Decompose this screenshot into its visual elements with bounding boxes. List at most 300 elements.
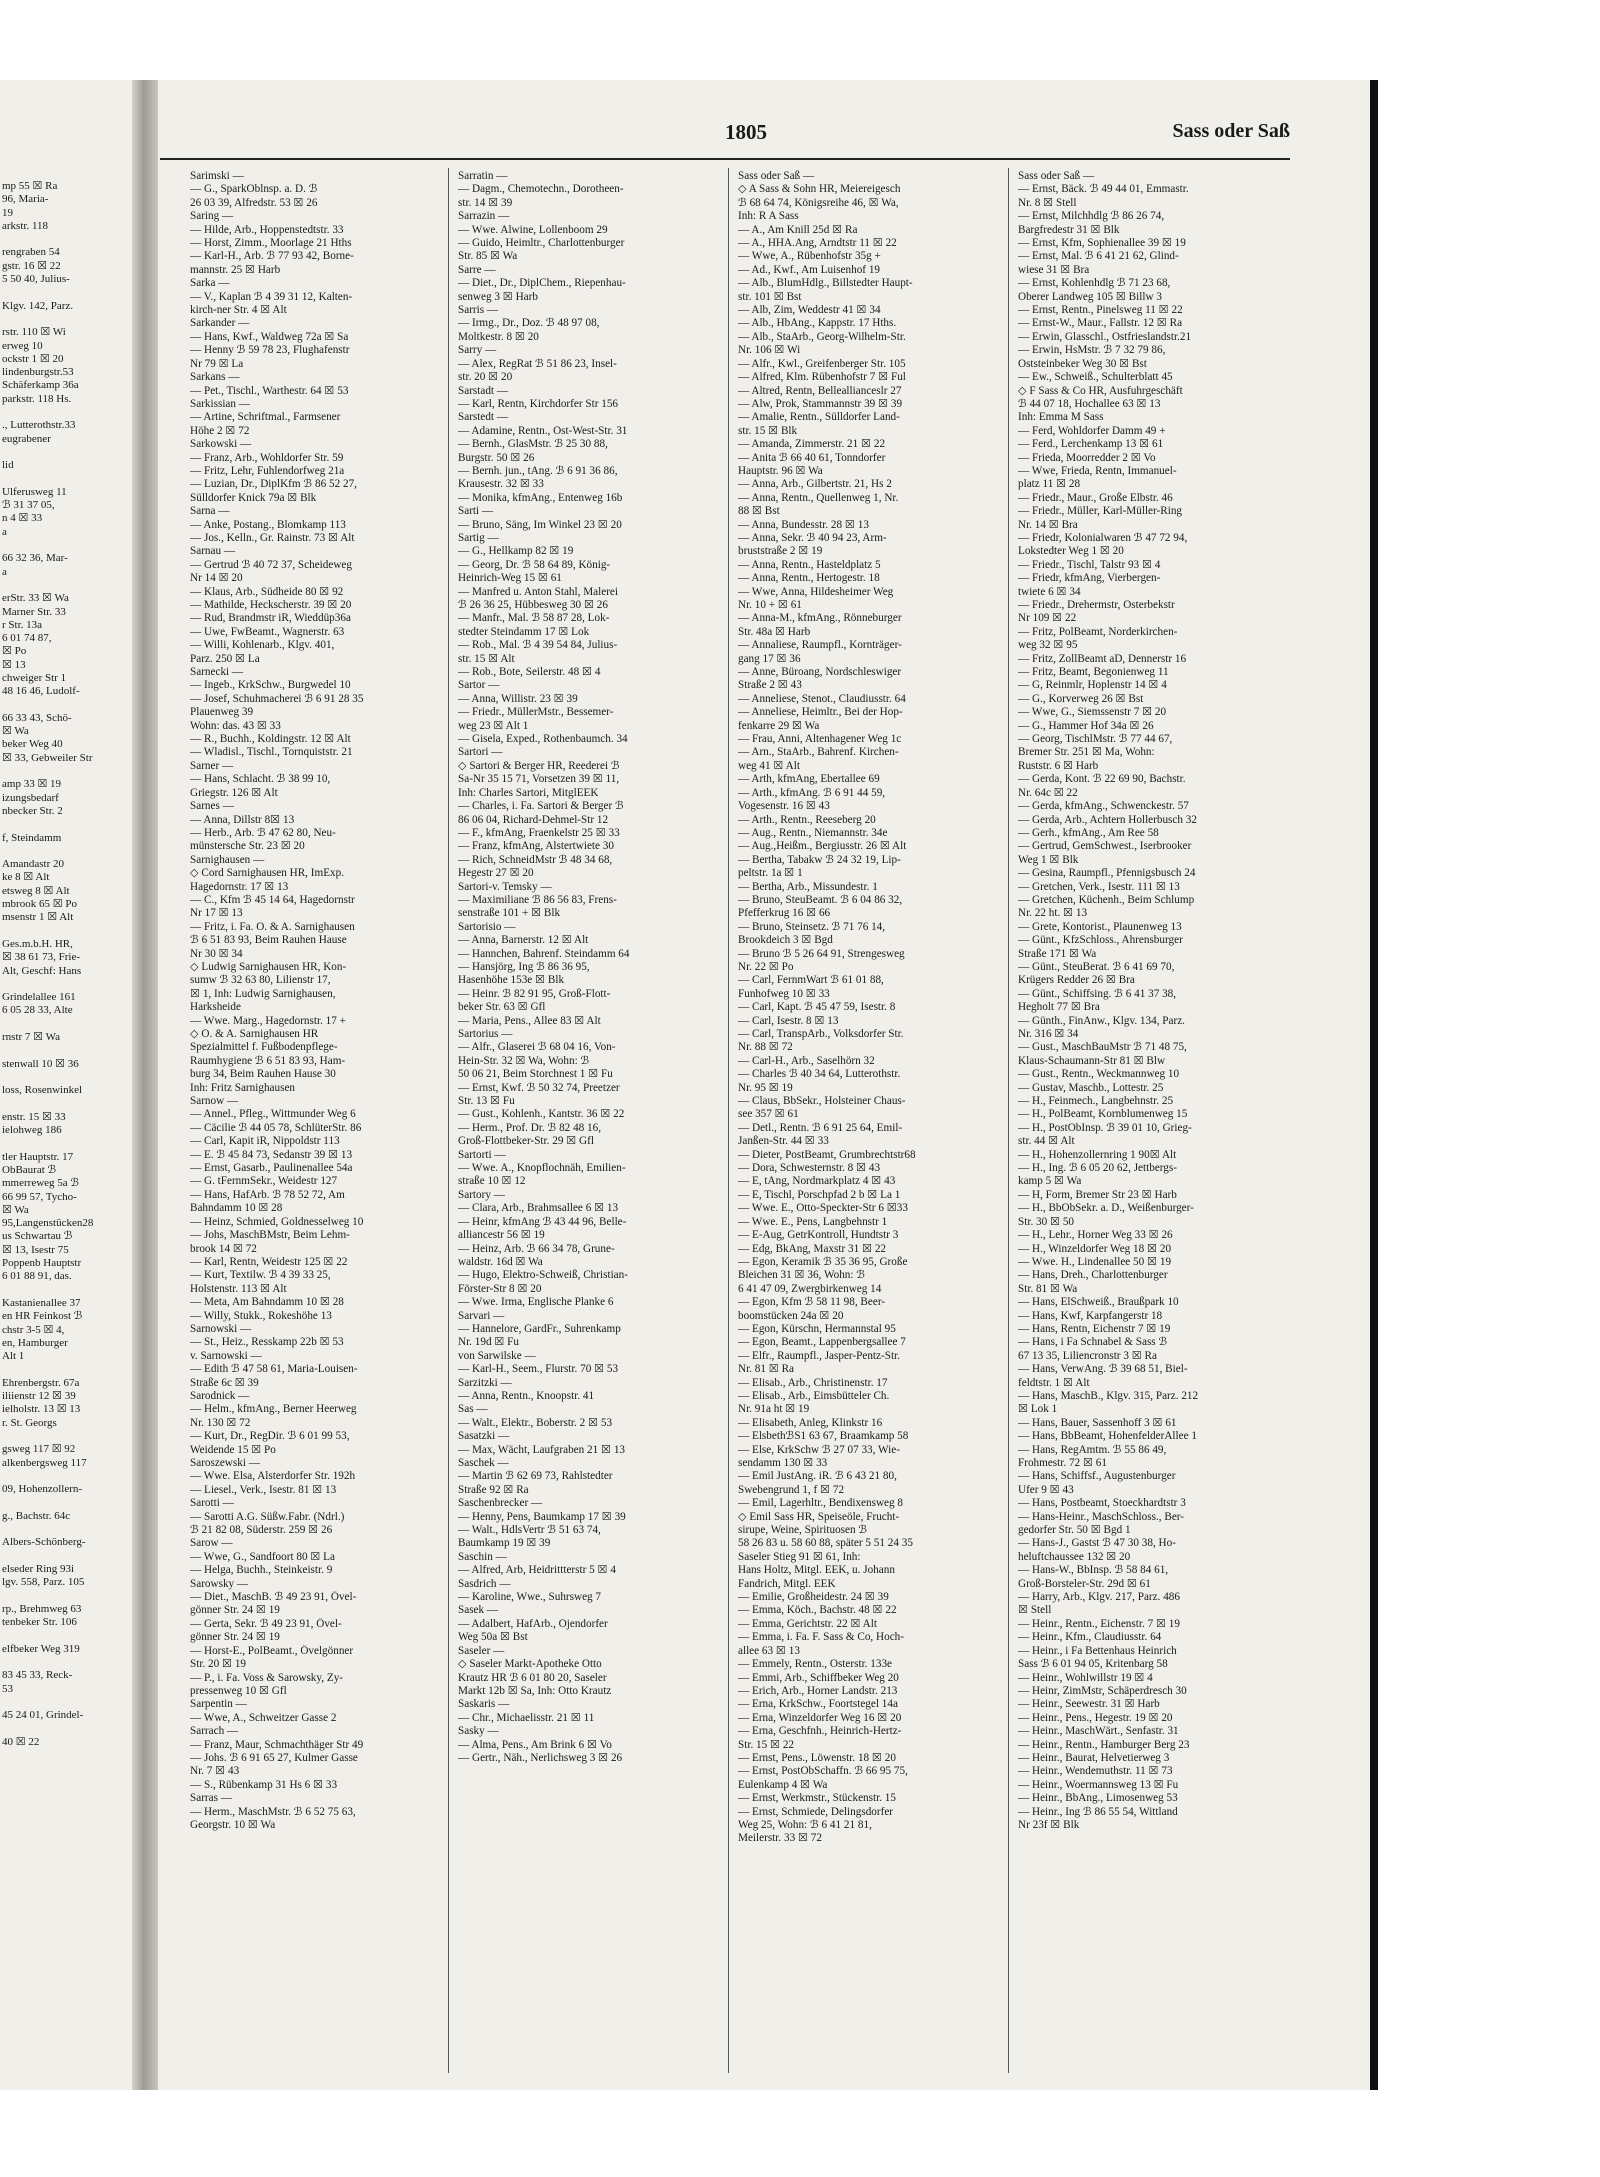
directory-entry-line: Harksheide <box>190 1001 241 1014</box>
directory-entry-line: — Anita ℬ 66 40 61, Tonndorfer <box>738 451 886 464</box>
directory-entry-line: Saschek — <box>458 1457 509 1469</box>
directory-entry-line: — Egon, Kfm ℬ 58 11 98, Beer- <box>738 1296 886 1309</box>
directory-entry-line: — Hans, RegAmtm. ℬ 55 86 49, <box>1018 1443 1167 1456</box>
directory-entry-line: weg 32 ☒ 95 <box>1018 639 1078 652</box>
directory-entry-line: heluftchaussee 132 ☒ 20 <box>1018 1550 1131 1563</box>
directory-entry-line: — Erna, KrkSchw., Foortstegel 14a <box>738 1698 898 1711</box>
directory-entry-line: v. Sarnowski — <box>190 1349 262 1362</box>
directory-entry-line: — Edg, BkAng, Maxstr 31 ☒ 22 <box>738 1242 887 1255</box>
directory-entry-line: Saskaris — <box>458 1698 510 1711</box>
directory-entry-line: — Heinr., Woermannsweg 13 ☒ Fu <box>1018 1778 1179 1791</box>
directory-entry-line: Sarowsky — <box>190 1577 249 1590</box>
directory-entry-line: Str. 30 ☒ 50 <box>1018 1215 1075 1228</box>
directory-entry-line: Nr. 91a ht ☒ 19 <box>738 1403 810 1416</box>
directory-entry-line: — Anna, Rentn., Hertogestr. 18 <box>738 572 880 585</box>
directory-entry-line: — Klaus, Arb., Südheide 80 ☒ 92 <box>190 585 344 598</box>
directory-entry-line: — Luzian, Dr., DiplKfm ℬ 86 52 27, <box>190 478 357 491</box>
left-page-line: Ulferusweg 11 <box>2 485 67 498</box>
directory-entry-line: — Gust., Kohlenh., Kantstr. 36 ☒ 22 <box>458 1108 625 1121</box>
directory-entry-line: — Erna, Geschfnh., Heinrich-Hertz- <box>738 1725 902 1738</box>
directory-entry-line: — Wwe. Elsa, Alsterdorfer Str. 192h <box>190 1470 356 1483</box>
directory-entry-line: — Hans-J., Gastst ℬ 47 30 38, Ho- <box>1018 1537 1176 1550</box>
directory-entry-line: — Hans-W., BbInsp. ℬ 58 84 61, <box>1018 1564 1169 1577</box>
directory-entry-line: str. 15 ☒ Alt <box>458 652 515 665</box>
directory-entry-line: — Pet., Tischl., Warthestr. 64 ☒ 53 <box>190 384 349 397</box>
directory-entry-line: Sasek — <box>458 1604 499 1617</box>
directory-entry-line: — Hannelore, GardFr., Suhrenkamp <box>458 1322 621 1335</box>
directory-entry-line: 6 41 47 09, Zwergbirkenweg 14 <box>738 1282 882 1295</box>
left-page-line: rengraben 54 <box>2 246 60 259</box>
directory-entry-line: — Maximiliane ℬ 86 56 83, Frens- <box>458 893 617 906</box>
directory-entry-line: — Anna-M., kfmAng., Rönneburger <box>738 612 902 625</box>
left-page-line: eugrabener <box>2 432 51 445</box>
directory-entry-line: — Elisab., Arb., Eimsbütteler Ch. <box>738 1389 890 1402</box>
scan-edge <box>1370 80 1378 2090</box>
directory-entry-line: — Hans, Bauer, Sassenhoff 3 ☒ 61 <box>1018 1416 1177 1429</box>
directory-entry-line: Sarnecki — <box>190 666 244 679</box>
directory-entry-line: Baumkamp 19 ☒ 39 <box>458 1537 551 1550</box>
directory-entry-line: — Franz, Arb., Wohldorfer Str. 59 <box>190 451 344 464</box>
directory-entry-line: ☒ Lok 1 <box>1018 1403 1058 1416</box>
directory-entry-line: — Ernst, Kwf. ℬ 50 32 74, Preetzer <box>458 1081 620 1094</box>
left-page-line: f, Steindamm <box>2 831 62 844</box>
directory-entry-line: — Liesel., Verk., Isestr. 81 ☒ 13 <box>190 1483 337 1496</box>
directory-entry-line: — Bertha, Arb., Missundestr. 1 <box>738 880 878 893</box>
left-page-line: 5 50 40, Julius- <box>2 273 70 286</box>
left-page-line: izungsbedarf <box>2 791 59 804</box>
directory-entry-line: Nr. 14 ☒ Bra <box>1018 518 1078 531</box>
page-number: 1805 <box>725 120 767 144</box>
left-page-line: Schäferkamp 36a <box>2 379 79 392</box>
directory-entry-line: — Wwe, G., Sandfoort 80 ☒ La <box>190 1550 335 1563</box>
directory-entry-line: — Rich, SchneidMstr ℬ 48 34 68, <box>458 853 613 866</box>
directory-entry-line: — Hans, HafArb. ℬ 78 52 72, Am <box>190 1188 345 1201</box>
directory-entry-line: — Amalie, Rentn., Sülldorfer Land- <box>738 411 900 424</box>
directory-entry-line: Bleichen 31 ☒ 36, Wohn: ℬ <box>738 1269 866 1282</box>
directory-entry-line: — Hans, MaschB., Klgv. 315, Parz. 212 <box>1018 1389 1199 1402</box>
directory-entry-line: — V., Kaplan ℬ 4 39 31 12, Kalten- <box>190 290 353 303</box>
directory-entry-line: — G. tFernmSekr., Weidestr 127 <box>190 1175 338 1188</box>
directory-entry-line: — H., PostObInsp. ℬ 39 01 10, Grieg- <box>1018 1121 1192 1134</box>
left-page-line: 96, Maria- <box>2 193 49 206</box>
directory-entry-line: — H., Ing. ℬ 6 05 20 62, Jettbergs- <box>1018 1162 1177 1175</box>
left-page-line: nbecker Str. 2 <box>2 804 63 817</box>
directory-entry-line: Weg 1 ☒ Blk <box>1018 853 1079 866</box>
left-page-line <box>2 539 93 552</box>
directory-entry-line: Sarvari — <box>458 1309 505 1322</box>
directory-entry-line: — Anna, Barnerstr. 12 ☒ Alt <box>458 934 589 947</box>
directory-entry-line: Nr. 130 ☒ 72 <box>190 1416 251 1429</box>
directory-entry-line: str. 20 ☒ 20 <box>458 371 513 384</box>
directory-entry-line: Sülldorfer Knick 79a ☒ Blk <box>190 491 317 504</box>
directory-entry-line: ℬ 44 07 18, Hochallee 63 ☒ 13 <box>1018 397 1161 410</box>
directory-entry-line: Oberer Landweg 105 ☒ Billw 3 <box>1018 290 1162 303</box>
directory-entry-line: — Kurt, Dr., RegDir. ℬ 6 01 99 53, <box>190 1430 350 1443</box>
directory-entry-line: — Friedr., Tischl, Talstr 93 ☒ 4 <box>1018 558 1161 571</box>
directory-entry-line: — Wwe. E., Pens, Langbehnstr 1 <box>738 1215 888 1228</box>
directory-entry-line: Sarnighausen — <box>190 853 265 866</box>
directory-entry-line: — Emmi, Arb., Schiffbeker Weg 20 <box>738 1671 899 1684</box>
directory-entry-line: Sartori — <box>458 746 503 759</box>
directory-entry-line: gang 17 ☒ 36 <box>738 652 801 665</box>
left-page-line: r. St. Georgs <box>2 1416 57 1429</box>
left-page-line <box>2 1523 93 1536</box>
directory-entry-line: — Wladisl., Tischl., Tornquiststr. 21 <box>190 746 353 759</box>
directory-entry-line: Krautz HR ℬ 6 01 80 20, Saseler <box>458 1671 607 1684</box>
left-page-line: lindenburgstr.53 <box>2 366 74 379</box>
directory-entry-line: Sasatzki — <box>458 1430 510 1443</box>
directory-entry-line: Hegestr 27 ☒ 20 <box>458 867 534 880</box>
directory-entry-line: see 357 ☒ 61 <box>738 1108 799 1121</box>
directory-entry-line: Hasenhöhe 153e ☒ Blk <box>458 974 565 987</box>
directory-entry-line: — Ernst, Pens., Löwenstr. 18 ☒ 20 <box>738 1751 896 1764</box>
directory-entry-line: Saseler Stieg 91 ☒ 61, Inh: <box>738 1550 861 1563</box>
directory-entry-line: — Bertha, Tabakw ℬ 24 32 19, Lip- <box>738 853 901 866</box>
directory-entry-line: — S., Rübenkamp 31 Hs 6 ☒ 33 <box>190 1778 338 1791</box>
directory-entry-line: — Hans, i Fa Schnabel & Sass ℬ <box>1018 1336 1168 1349</box>
directory-entry-line: — Else, KrkSchw ℬ 27 07 33, Wie- <box>738 1443 900 1456</box>
directory-entry-line: Meilerstr. 33 ☒ 72 <box>738 1832 822 1845</box>
directory-entry-line: — Arth, kfmAng, Ebertallee 69 <box>738 773 880 786</box>
directory-entry-line: senstraße 101 + ☒ Blk <box>458 907 561 920</box>
directory-entry-line: — Hugo, Elektro-Schweiß, Christian- <box>458 1269 628 1282</box>
directory-entry-line: Sarstadt — <box>458 384 509 397</box>
left-page-line <box>2 1496 93 1509</box>
directory-entry-line: Nr. 81 ☒ Ra <box>738 1363 795 1376</box>
directory-entry-line: — Mathilde, Heckscherstr. 39 ☒ 20 <box>190 599 352 611</box>
directory-entry-line: — Gerda, Kont. ℬ 22 69 90, Bachstr. <box>1018 773 1186 786</box>
directory-entry-line: — Wwe. Marg., Hagedornstr. 17 + <box>190 1014 346 1027</box>
left-page-line: 66 33 43, Schö- <box>2 711 72 724</box>
directory-entry-line: allee 63 ☒ 13 <box>738 1644 800 1657</box>
directory-entry-line: — Alb., HbAng., Kappstr. 17 Hths. <box>738 317 897 330</box>
directory-entry-line: Sarti — <box>458 505 494 518</box>
directory-entry-line: Bargfredestr 31 ☒ Blk <box>1018 223 1120 236</box>
directory-entry-line: Sarodnick — <box>190 1389 250 1402</box>
directory-entry-line: — Erna, Winzeldorfer Weg 16 ☒ 20 <box>738 1711 902 1724</box>
directory-entry-line: — Wwe. Irma, Englische Planke 6 <box>458 1296 614 1309</box>
left-page-line: msenstr 1 ☒ Alt <box>2 911 74 924</box>
directory-entry-line: — Willi, Kohlenarb., Klgv. 401, <box>190 639 335 652</box>
directory-entry-line: — G., Korverweg 26 ☒ Bst <box>1018 692 1144 705</box>
directory-entry-line: — Heinr., MaschWärt., Senfastr. 31 <box>1018 1725 1179 1738</box>
directory-entry-line: twiete 6 ☒ 34 <box>1018 585 1081 598</box>
directory-entry-line: Brookdeich 3 ☒ Bgd <box>738 934 833 947</box>
left-page-line: 40 ☒ 22 <box>2 1735 40 1748</box>
directory-entry-line: — Carl, Isestr. 8 ☒ 13 <box>738 1014 839 1027</box>
directory-entry-line: — E, Tischl, Porschpfad 2 b ☒ La 1 <box>738 1188 901 1201</box>
directory-entry-line: — Carl, FernmWart ℬ 61 01 88, <box>738 974 884 987</box>
left-page-line <box>2 1656 93 1669</box>
directory-entry-line: Nr 23f ☒ Blk <box>1018 1818 1080 1831</box>
left-page-line: Amandastr 20 <box>2 858 65 871</box>
left-page-line <box>2 406 93 419</box>
directory-entry-line: — Herm., Prof. Dr. ℬ 82 48 16, <box>458 1121 602 1134</box>
directory-entry-line: — Heinr., Rentn., Hamburger Berg 23 <box>1018 1738 1190 1751</box>
directory-entry-line: Förster-Str 8 ☒ 20 <box>458 1282 542 1295</box>
directory-entry-line: — Emil JustAng. iR. ℬ 6 43 21 80, <box>738 1470 897 1483</box>
directory-entry-line: — Willy, Stukk., Rokeshöhe 13 <box>190 1309 332 1322</box>
directory-entry-line: — Diet., MaschB. ℬ 49 23 91, Övel- <box>190 1591 357 1604</box>
directory-entry-line: — Hansjörg, Ing ℬ 86 36 95, <box>458 960 590 973</box>
directory-entry-line: — Alb., StaArb., Georg-Wilhelm-Str. <box>738 330 906 343</box>
directory-entry-line: — Herb., Arb. ℬ 47 62 80, Neu- <box>190 826 336 839</box>
left-page-line: en, Hamburger <box>2 1336 68 1349</box>
directory-entry-line: — Anna, Rentn., Knoopstr. 41 <box>458 1389 595 1402</box>
directory-entry-line: Wohn: das. 43 ☒ 33 <box>190 719 281 732</box>
directory-entry-line: — Erich, Arb., Horner Landstr. 213 <box>738 1684 898 1697</box>
directory-entry-line: — Dieter, PostBeamt, Grumbrechtstr68 <box>738 1148 916 1161</box>
directory-entry-line: Nr. 19d ☒ Fu <box>458 1336 520 1349</box>
directory-entry-line: — Dora, Schwesternstr. 8 ☒ 43 <box>738 1162 881 1175</box>
directory-entry-line: — Claus, BbSekr., Holsteiner Chaus- <box>738 1095 906 1108</box>
directory-entry-line: Sarka — <box>190 277 230 290</box>
directory-entry-line: Nr. 22 ☒ Po <box>738 960 794 973</box>
directory-entry-line: — Hans, BbBeamt, HohenfelderAllee 1 <box>1018 1430 1197 1443</box>
directory-entry-line: — A., HHA.Ang, Arndtstr 11 ☒ 22 <box>738 237 897 250</box>
left-page-line <box>2 818 93 831</box>
directory-entry-line: ℬ 6 51 83 93, Beim Rauhen Hause <box>190 934 347 947</box>
directory-entry-line: — Heinr., Wohlwillstr 19 ☒ 4 <box>1018 1671 1153 1684</box>
left-page-line <box>2 1430 93 1443</box>
left-page-line <box>2 925 93 938</box>
directory-entry-line: — Ernst, Schmiede, Delingsdorfer <box>738 1805 894 1818</box>
directory-entry-line: — Carl-H., Arb., Saselhörn 32 <box>738 1054 875 1067</box>
left-page-line: rstr. 110 ☒ Wi <box>2 326 66 339</box>
directory-entry-line: Sartory — <box>458 1188 505 1201</box>
directory-entry-line: — Emma, Köch., Bachstr. 48 ☒ 22 <box>738 1604 897 1617</box>
directory-entry-line: — Emilie, Großheidestr. 24 ☒ 39 <box>738 1591 889 1604</box>
directory-entry-line: ◇ F Sass & Co HR, Ausfuhrgeschäft <box>1018 384 1183 397</box>
directory-entry-line: — Chr., Michaelisstr. 21 ☒ 11 <box>458 1711 595 1724</box>
directory-entry-line: Eulenkamp 4 ☒ Wa <box>738 1778 828 1791</box>
left-page-line: 09, Hohenzollern- <box>2 1483 83 1496</box>
directory-entry-line: — Johs. ℬ 6 91 65 27, Kulmer Gasse <box>190 1751 358 1764</box>
left-page-line: tenbeker Str. 106 <box>2 1616 77 1629</box>
directory-entry-line: — Gust., MaschBauMstr ℬ 71 48 75, <box>1018 1041 1187 1054</box>
directory-entry-line: Str. 81 ☒ Wa <box>1018 1282 1078 1295</box>
directory-entry-line: — Alb., BlumHdlg., Billstedter Haupt- <box>738 277 913 290</box>
directory-entry-line: — Adalbert, HafArb., Ojendorfer <box>458 1617 608 1630</box>
directory-entry-line: Weg 25, Wohn: ℬ 6 41 21 81, <box>738 1818 872 1831</box>
directory-entry-line: Nr. 10 + ☒ 61 <box>738 599 802 611</box>
directory-entry-line: Sarrazin — <box>458 210 510 223</box>
left-page-line: Grindelallee 161 <box>2 991 76 1004</box>
left-page-line: ☒ 13 <box>2 658 26 671</box>
directory-entry-line: — Grete, Kontorist., Plaunenweg 13 <box>1018 920 1182 933</box>
directory-entry-line: Sass ℬ 6 01 94 05, Kritenbarg 58 <box>1018 1658 1168 1671</box>
directory-entry-line: Str. 85 ☒ Wa <box>458 250 518 263</box>
left-page-line <box>2 1696 93 1709</box>
directory-entry-line: Pfefferkrug 16 ☒ 66 <box>738 907 831 920</box>
left-page-line: 6 01 88 91, das. <box>2 1270 72 1283</box>
directory-entry-line: — Ernst, Werkmstr., Stückenstr. 15 <box>738 1792 896 1805</box>
directory-entry-line: Funhofweg 10 ☒ 33 <box>738 987 830 1000</box>
directory-entry-line: — Ernst, Rentn., Pinelsweg 11 ☒ 22 <box>1018 304 1183 317</box>
left-page-line <box>2 313 93 326</box>
directory-entry-line: weg 41 ☒ Alt <box>738 759 800 772</box>
left-page-line <box>2 1722 93 1735</box>
directory-entry-line: — Ernst, Bäck. ℬ 49 44 01, Emmastr. <box>1018 183 1189 196</box>
directory-entry-line: Hegholt 77 ☒ Bra <box>1018 1001 1100 1014</box>
directory-entry-line: — Hannchen, Bahrenf. Steindamm 64 <box>458 947 630 960</box>
left-page-line <box>2 233 93 246</box>
directory-entry-line: fenkarre 29 ☒ Wa <box>738 719 820 732</box>
left-page-line: ☒ Wa <box>2 1203 29 1216</box>
directory-entry-line: burg 34, Beim Rauhen Hause 30 <box>190 1068 336 1081</box>
directory-entry-line: Sarkans — <box>190 371 240 384</box>
left-page-line: erStr. 33 ☒ Wa <box>2 592 69 605</box>
directory-entry-line: — R., Buchh., Koldingstr. 12 ☒ Alt <box>190 733 351 746</box>
left-page-line: Ehrenbergstr. 67a <box>2 1376 80 1389</box>
directory-entry-line: — Anna, Sekr. ℬ 40 94 23, Arm- <box>738 531 887 544</box>
directory-entry-line: — ElsbethℬS1 63 67, Braamkamp 58 <box>738 1430 909 1443</box>
directory-entry-line: Str. 20 ☒ 19 <box>190 1658 247 1671</box>
directory-entry-line: ◇ Cord Sarnighausen HR, ImExp. <box>190 867 345 880</box>
directory-entry-line: — Henny, Pens, Baumkamp 17 ☒ 39 <box>458 1510 626 1523</box>
left-page-line: 6 01 74 87, <box>2 632 52 645</box>
directory-entry-line: — Wwe. H., Lindenallee 50 ☒ 19 <box>1018 1255 1172 1268</box>
directory-entry-line: Sarratin — <box>458 170 508 182</box>
directory-entry-line: Fandrich, Mitgl. EEK <box>738 1577 836 1590</box>
left-page-line <box>2 1044 93 1057</box>
directory-entry-line: — Günt., Schiffsing. ℬ 6 41 37 38, <box>1018 987 1177 1000</box>
directory-entry-line: — Walt., HdlsVertr ℬ 51 63 74, <box>458 1524 601 1537</box>
directory-entry-line: Sarow — <box>190 1537 233 1550</box>
directory-entry-line: Nr 109 ☒ 22 <box>1018 612 1077 625</box>
directory-entry-line: Hauptstr. 96 ☒ Wa <box>738 464 823 477</box>
directory-entry-line: — Franz, Maur, Schmachthäger Str 49 <box>190 1738 364 1751</box>
directory-entry-line: — Charles ℬ 40 34 64, Lutterothstr. <box>738 1068 901 1081</box>
directory-entry-line: — Fritz, ZollBeamt aD, Dennerstr 16 <box>1018 652 1187 665</box>
directory-entry-line: Nr 79 ☒ La <box>190 357 244 370</box>
directory-entry-line: — Hans, VerwAng. ℬ 39 68 51, Biel- <box>1018 1363 1188 1376</box>
directory-entry-line: — E. ℬ 45 84 73, Sedanstr 39 ☒ 13 <box>190 1148 353 1161</box>
directory-entry-line: — Alfred, Klm. Rübenhofstr 7 ☒ Ful <box>738 371 906 384</box>
directory-entry-line: — Karl-H., Seem., Flurstr. 70 ☒ 53 <box>458 1363 619 1376</box>
left-page-line: g., Bachstr. 64c <box>2 1509 71 1522</box>
book-gutter <box>132 80 158 2090</box>
left-page-line <box>2 286 93 299</box>
directory-entry-line: — Wwe, G., Siemssenstr 7 ☒ 20 <box>1018 706 1167 719</box>
directory-entry-line: Str. 48a ☒ Harb <box>738 625 811 638</box>
directory-entry-line: — Ernst, Gasarb., Paulinenallee 54a <box>190 1162 353 1175</box>
directory-entry-line: 58 26 83 u. 58 60 88, später 5 51 24 35 <box>738 1537 913 1550</box>
left-page-text <box>2 180 93 1749</box>
directory-entry-line: Sass oder Saß — <box>1018 170 1095 182</box>
directory-entry-line: Griegstr. 126 ☒ Alt <box>190 786 278 799</box>
left-page-line: ., Lutterothstr.33 <box>2 419 76 432</box>
directory-entry-line: — Manfr., Mal. ℬ 58 87 28, Lok- <box>458 612 610 625</box>
directory-entry-line: — Wwe. A., Knopflochnäh, Emilien- <box>458 1162 626 1175</box>
left-page-line: lgv. 558, Parz. 105 <box>2 1576 85 1589</box>
directory-entry-line: Str. 13 ☒ Fu <box>458 1095 515 1108</box>
directory-entry-line: — Hans, Kwf, Karpfangerstr 18 <box>1018 1309 1163 1322</box>
directory-entry-line: — Jos., Kelln., Gr. Rainstr. 73 ☒ Alt <box>190 531 355 544</box>
top-margin <box>0 0 1600 80</box>
directory-entry-line: — Emmely, Rentn., Osterstr. 133e <box>738 1658 893 1671</box>
directory-entry-line: — Alb, Zim, Weddestr 41 ☒ 34 <box>738 304 881 317</box>
directory-column-3 <box>738 170 988 2075</box>
directory-entry-line: — Günt., KfzSchloss., Ahrensburger <box>1018 934 1183 947</box>
directory-entry-line: — Heinr, ZimMstr, Schäperdresch 30 <box>1018 1684 1187 1697</box>
left-page-fragment <box>0 80 132 2090</box>
left-page-line: lid <box>2 459 14 472</box>
directory-entry-line: — Heinr., BbAng., Limosenweg 53 <box>1018 1792 1178 1805</box>
directory-entry-line: — Karl, Rentn, Weidestr 125 ☒ 22 <box>190 1255 348 1268</box>
left-page-line <box>2 845 93 858</box>
directory-entry-line: pressenweg 10 ☒ Gfl <box>190 1684 287 1697</box>
directory-entry-line: kirch-ner Str. 4 ☒ Alt <box>190 304 287 317</box>
directory-entry-line: — Herm., MaschMstr. ℬ 6 52 75 63, <box>190 1805 356 1818</box>
directory-entry-line: Sarnowski — <box>190 1322 252 1335</box>
directory-entry-line: Inh: Emma M Sass <box>1018 411 1104 424</box>
directory-entry-line: — Ingeb., KrkSchw., Burgwedel 10 <box>190 679 351 692</box>
directory-entry-line: Nr. 316 ☒ 34 <box>1018 1028 1079 1040</box>
directory-entry-line: Weidende 15 ☒ Po <box>190 1443 276 1456</box>
directory-entry-line: — F., kfmAng, Fraenkelstr 25 ☒ 33 <box>458 826 620 839</box>
left-page-line: 45 24 01, Grindel- <box>2 1709 84 1722</box>
directory-entry-line: — H., Feinmech., Langbehnstr. 25 <box>1018 1095 1174 1108</box>
directory-entry-line: peltstr. 1a ☒ 1 <box>738 867 803 880</box>
directory-entry-line: — Heinr., Pens., Hegestr. 19 ☒ 20 <box>1018 1711 1173 1724</box>
directory-entry-line: — Ew., Schweiß., Schulterblatt 45 <box>1018 371 1173 384</box>
directory-entry-line: — Karoline, Wwe., Suhrsweg 7 <box>458 1591 602 1604</box>
directory-entry-line: — Annaliese, Raumpfl., Kornträger- <box>738 639 902 652</box>
directory-entry-line: sendamm 130 ☒ 33 <box>738 1457 828 1469</box>
directory-entry-line: — Karl-H., Arb. ℬ 77 93 42, Borne- <box>190 250 354 263</box>
directory-entry-line: — Anne, Büroang, Nordschleswiger <box>738 666 902 679</box>
directory-entry-line: — Heinr. ℬ 82 91 95, Groß-Flott- <box>458 987 611 1000</box>
left-page-line <box>2 978 93 991</box>
directory-entry-line: Sarkander — <box>190 317 250 330</box>
directory-entry-line: — Rob., Mal. ℬ 4 39 54 84, Julius- <box>458 639 618 652</box>
directory-entry-line: — G., Hammer Hof 34a ☒ 26 <box>1018 719 1154 732</box>
directory-entry-line: Spezialmittel f. Fußbodenpflege- <box>190 1041 338 1054</box>
directory-entry-line: Sartori-v. Temsky — <box>458 880 552 893</box>
left-page-line <box>2 579 93 592</box>
directory-entry-line: — Gertr., Näh., Nerlichsweg 3 ☒ 26 <box>458 1751 623 1764</box>
directory-entry-line: — Heinr, kfmAng ℬ 43 44 96, Belle- <box>458 1215 627 1228</box>
header-rule <box>160 158 1290 160</box>
directory-entry-line: — Georg, Dr. ℬ 58 64 89, König- <box>458 558 611 571</box>
directory-entry-line: Bahndamm 10 ☒ 28 <box>190 1202 283 1215</box>
directory-entry-line: Klaus-Schaumann-Str 81 ☒ Blw <box>1018 1054 1166 1067</box>
directory-entry-line: ☒ Stell <box>1018 1604 1052 1617</box>
directory-entry-line: Parz. 250 ☒ La <box>190 652 260 665</box>
directory-entry-line: Sarras — <box>190 1792 232 1805</box>
directory-entry-line: — Diet., Dr., DiplChem., Riepenhau- <box>458 277 626 290</box>
directory-entry-line: — E-Aug, GetrKontroll, Hundtstr 3 <box>738 1229 899 1242</box>
left-page-line: mp 55 ☒ Ra <box>2 180 58 192</box>
directory-entry-line: 50 06 21, Beim Storchnest 1 ☒ Fu <box>458 1068 613 1081</box>
left-page-line: a <box>2 565 7 578</box>
directory-entry-line: Sartor — <box>458 679 500 692</box>
directory-entry-line: — St., Heiz., Resskamp 22b ☒ 53 <box>190 1336 344 1349</box>
directory-entry-line: Plauenweg 39 <box>190 706 254 719</box>
left-page-line: ☒ Po <box>2 645 27 658</box>
directory-entry-line: — Anna, Willistr. 23 ☒ 39 <box>458 692 578 705</box>
directory-entry-line: sirupe, Weine, Spirituosen ℬ <box>738 1524 868 1537</box>
directory-entry-line: — Friedr, Kolonialwaren ℬ 47 72 94, <box>1018 531 1188 544</box>
left-page-line: beker Weg 40 <box>2 738 63 751</box>
directory-entry-line: — Aug., Rentn., Niemannstr. 34e <box>738 826 888 839</box>
directory-entry-line: — Fritz, Beamt, Begonienweg 11 <box>1018 666 1169 679</box>
directory-entry-line: Inh: Charles Sartori, MitglEEK <box>458 786 599 799</box>
directory-entry-line: — Bruno, Säng, Im Winkel 23 ☒ 20 <box>458 518 622 531</box>
directory-entry-line: — Amanda, Zimmerstr. 21 ☒ 22 <box>738 438 886 451</box>
directory-entry-line: Hans Holtz, Mitgl. EEK, u. Johann <box>738 1564 895 1577</box>
